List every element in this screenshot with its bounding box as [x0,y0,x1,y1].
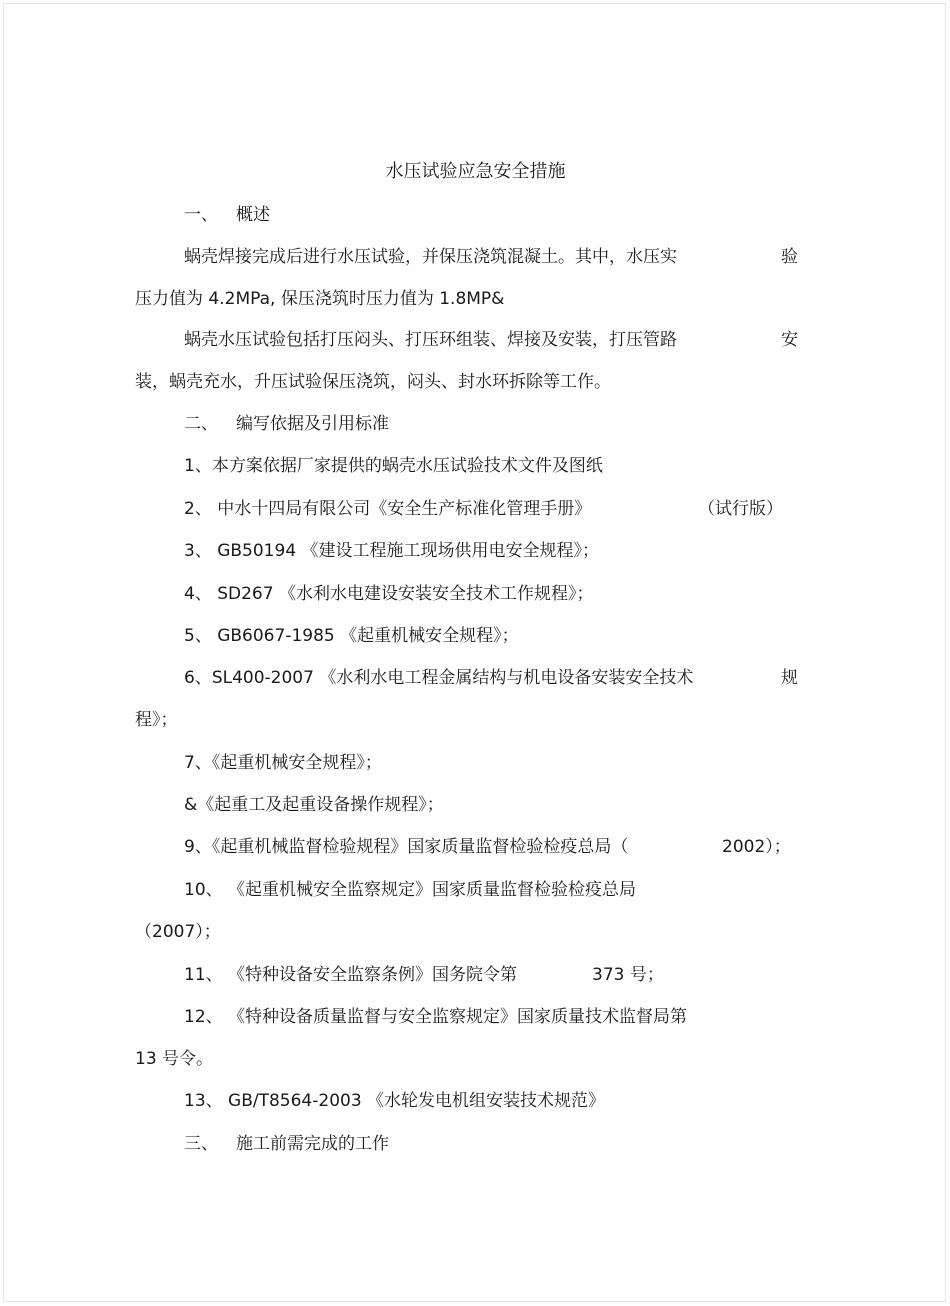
document-title: 水压试验应急安全措施 [385,161,566,182]
reference-9-tail: 2002）； [722,837,791,857]
reference-8: &《起重工及起重设备操作规程》； [184,795,444,815]
reference-12-line-1: 12、 《特种设备质量监督与安全监察规定》国家质量技术监督局第 [184,1007,688,1027]
reference-6-line-2: 程》； [135,710,178,730]
section-1-heading: 概述 [236,205,270,225]
section-3-heading: 施工前需完成的工作 [236,1134,389,1154]
reference-1: 1、本方案依据厂家提供的蜗壳水压试验技术文件及图纸 [184,456,603,476]
reference-11-tail: 373 号； [592,965,664,985]
reference-7: 7、《起重机械安全规程》； [184,753,382,773]
reference-3: 3、 GB50194 《建设工程施工现场供用电安全规程》； [184,541,600,561]
reference-13: 13、 GB/T8564-2003 《水轮发电机组安装技术规范》 [184,1091,606,1111]
document-page [3,3,946,1302]
reference-4: 4、 SD267 《水利水电建设安装安全技术工作规程》； [184,584,594,604]
section-3-number: 三、 [184,1134,218,1154]
reference-2-tail: （试行版） [698,499,783,519]
section-1-number: 一、 [184,205,218,225]
paragraph-1-line-1: 蜗壳焊接完成后进行水压试验，并保压浇筑混凝土。其中，水压实 [184,247,677,267]
reference-2: 2、 中水十四局有限公司《安全生产标准化管理手册》 [184,499,592,519]
paragraph-2-line-1-tail: 安 [781,330,798,350]
reference-9: 9、《起重机械监督检验规程》国家质量监督检验检疫总局（ [184,837,629,857]
reference-6-line-1-tail: 规 [781,668,798,688]
reference-12-line-2: 13 号令。 [135,1049,214,1069]
paragraph-2-line-1: 蜗壳水压试验包括打压闷头、打压环组装、焊接及安装，打压管路 [184,330,677,350]
reference-5: 5、 GB6067-1985 《起重机械安全规程》； [184,626,519,646]
reference-10-line-2: （2007）； [135,922,221,942]
reference-10-line-1: 10、 《起重机械安全监察规定》国家质量监督检验检疫总局 [184,880,637,900]
reference-6-line-1: 6、SL400-2007 《水利水电工程金属结构与机电设备安装安全技术 [184,668,694,688]
section-2-number: 二、 [184,414,218,434]
paragraph-1-line-1-tail: 验 [781,247,798,267]
paragraph-2-line-2: 装，蜗壳充水，升压试验保压浇筑，闷头、封水环拆除等工作。 [135,372,611,392]
section-2-heading: 编写依据及引用标准 [236,414,389,434]
paragraph-1-line-2: 压力值为 4.2MPa, 保压浇筑时压力值为 1.8MP& [135,289,505,309]
reference-11: 11、 《特种设备安全监察条例》国务院令第 [184,965,518,985]
